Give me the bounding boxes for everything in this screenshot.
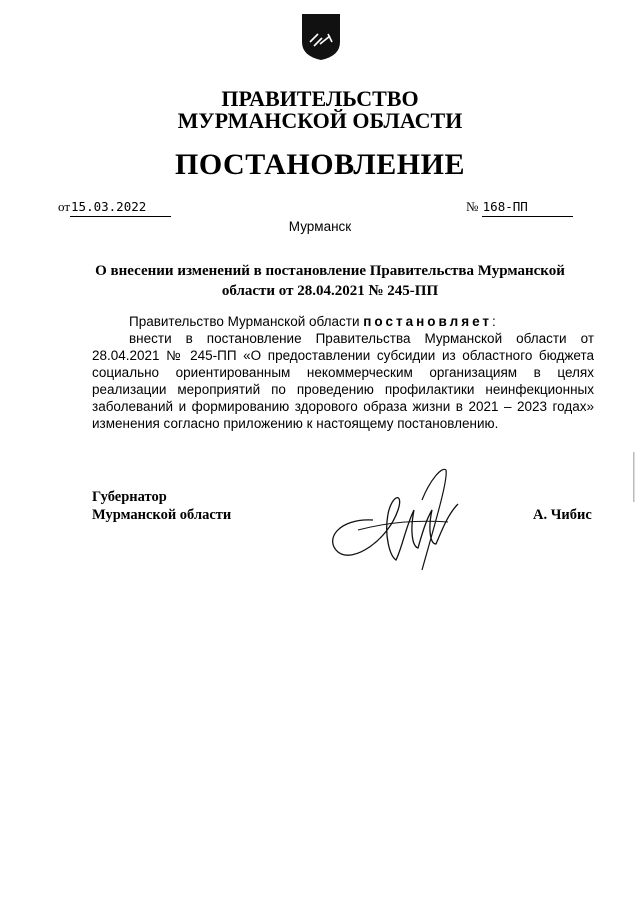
number-value: 168-ПП	[482, 198, 573, 217]
document-body	[92, 313, 594, 432]
intro-text: Правительство Мурманской области	[129, 314, 364, 329]
intro-colon: :	[492, 314, 496, 329]
government-title-line1: ПРАВИТЕЛЬСТВО	[221, 86, 419, 111]
signer-name: А. Чибис	[533, 507, 592, 523]
signer-title-line1: Губернатор	[92, 489, 167, 505]
handwritten-signature	[318, 460, 468, 580]
document-date	[58, 198, 171, 217]
body-paragraph: внести в постановление Правительства Мурманской области от 28.04.2021 № 245-ПП «О предоставлении субсидии из областного бюджета социально ориентированным некоммерческим организациям в целях реализации мероприятий по проведению профилактики неинфекционных заболеваний и формированию здорового образа жизни в 2021 – 2023 годах» изменения согласно приложению к настоящему постановлению.	[92, 331, 594, 431]
date-value: 15.03.2022	[70, 198, 171, 217]
number-prefix: №	[466, 199, 479, 214]
intro-line	[92, 313, 594, 330]
coat-of-arms-icon	[300, 12, 342, 62]
scan-edge-mark	[632, 452, 636, 502]
date-prefix: от	[58, 199, 71, 214]
city-name: Мурманск	[288, 219, 352, 234]
document-type-heading: ПОСТАНОВЛЕНИЕ	[175, 148, 465, 181]
intro-keyword: постановляет	[363, 314, 493, 329]
signer-title-line2: Мурманской области	[92, 507, 232, 523]
signer-title	[92, 488, 231, 524]
document-subject: О внесении изменений в постановление Правительства Мурманской области от 28.04.2021 № 245-ПП	[95, 263, 565, 299]
government-title-line2: МУРМАНСКОЙ ОБЛАСТИ	[177, 108, 463, 133]
document-number	[466, 198, 573, 217]
